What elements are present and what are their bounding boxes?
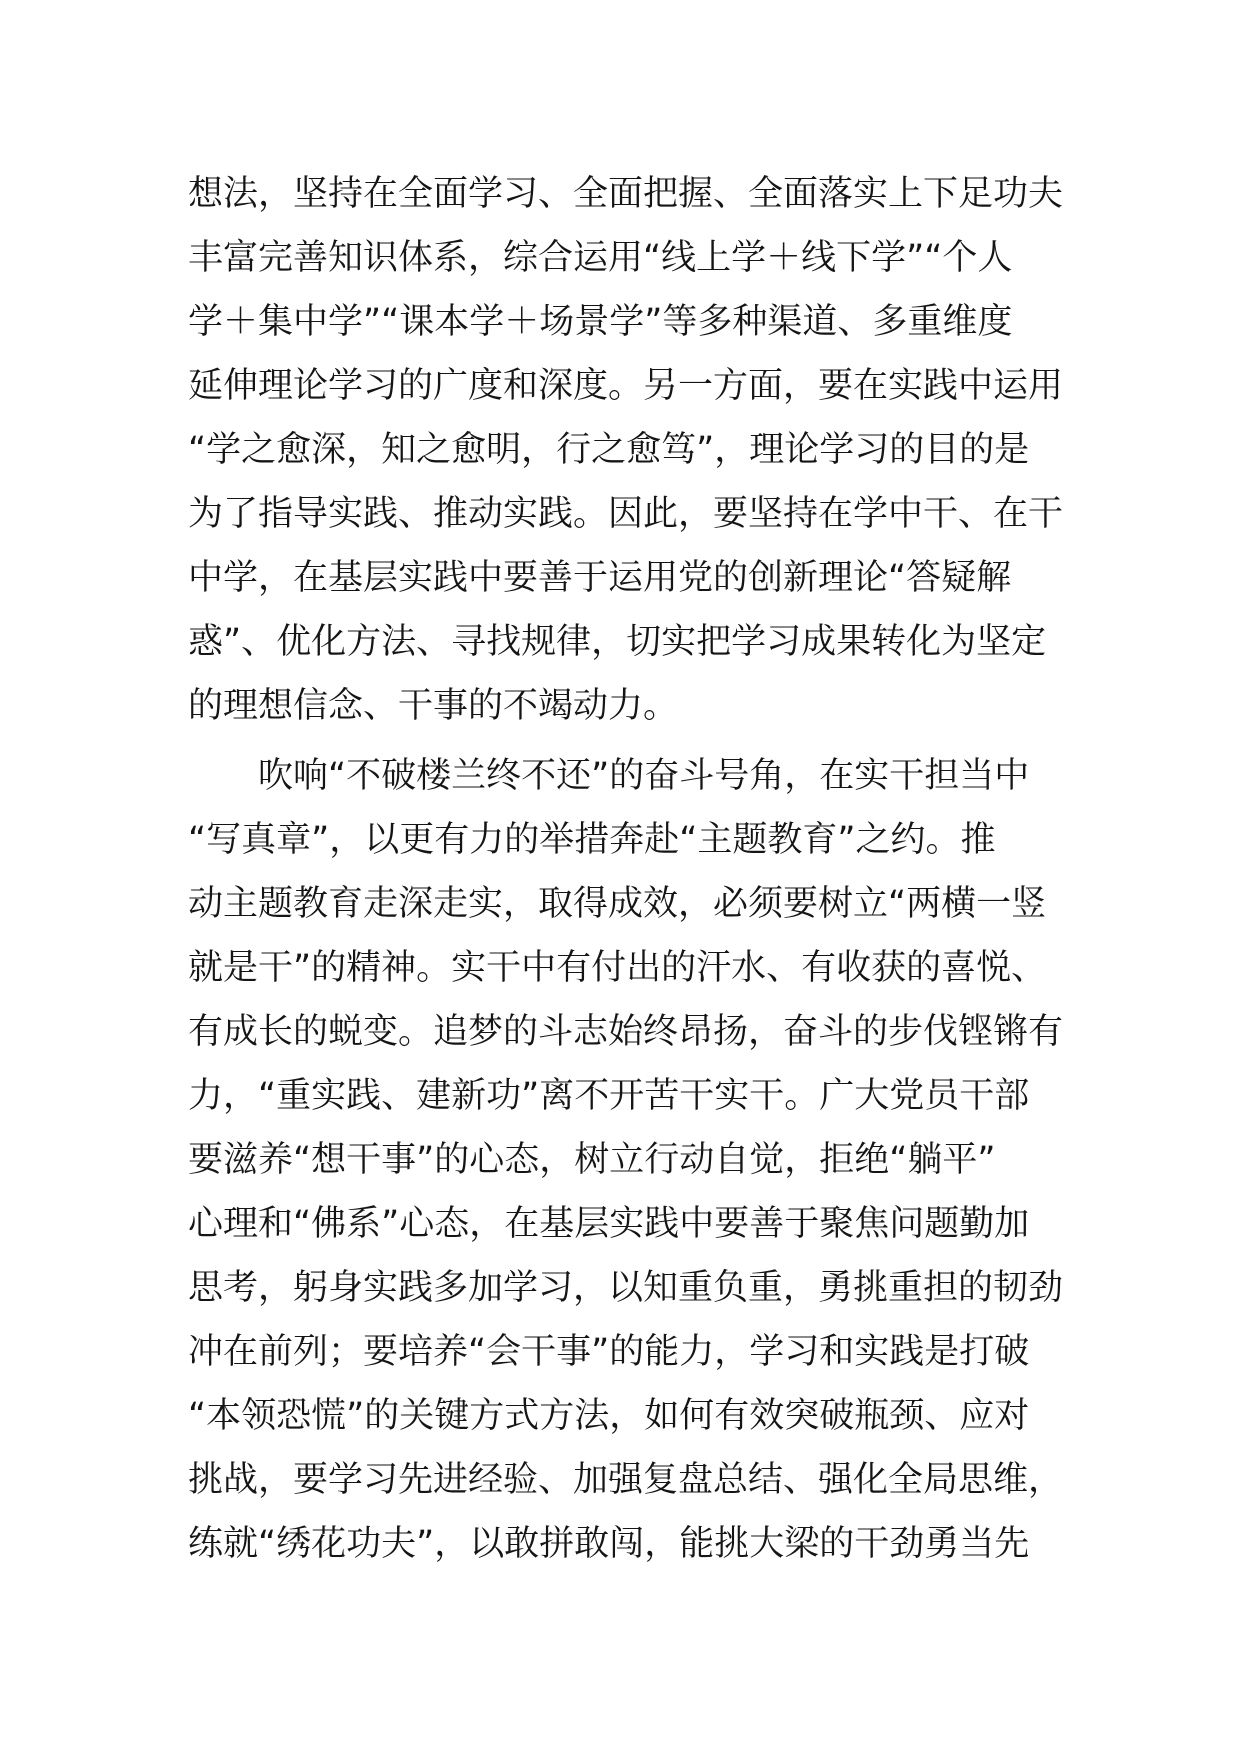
- text-line: 有成长的蜕变。追梦的斗志始终昂扬，奋斗的步伐铿锵有: [188, 1012, 1064, 1052]
- paragraph-2: [188, 744, 1064, 1576]
- text-line: “本领恐慌”的关键方式方法，如何有效突破瓶颈、应对: [188, 1396, 1030, 1436]
- text-line: 要滋养“想干事”的心态，树立行动自觉，拒绝“躺平”: [188, 1140, 996, 1180]
- text-line: 思考，躬身实践多加学习，以知重负重，勇挑重担的韧劲: [188, 1268, 1064, 1308]
- text-line: 惑”、优化方法、寻找规律，切实把学习成果转化为坚定: [188, 622, 1047, 662]
- text-line: 吹响“不破楼兰终不还”的奋斗号角，在实干担当中: [258, 756, 1030, 796]
- text-line: 挑战，要学习先进经验、加强复盘总结、强化全局思维，: [188, 1460, 1064, 1500]
- paragraph-1: [188, 162, 1064, 738]
- text-line: 动主题教育走深走实，取得成效，必须要树立“两横一竖: [188, 884, 1047, 924]
- text-line: 心理和“佛系”心态，在基层实践中要善于聚焦问题勤加: [188, 1204, 1030, 1244]
- text-line: 就是干”的精神。实干中有付出的汗水、有收获的喜悦、: [188, 948, 1047, 988]
- text-line: 想法，坚持在全面学习、全面把握、全面落实上下足功夫: [188, 174, 1064, 214]
- text-line: 练就“绣花功夫”，以敢拼敢闯，能挑大梁的干劲勇当先: [188, 1524, 1030, 1564]
- text-line: 中学，在基层实践中要善于运用党的创新理论“答疑解: [188, 558, 1012, 598]
- text-line: “写真章”，以更有力的举措奔赴“主题教育”之约。推: [188, 820, 996, 860]
- text-line: 学＋集中学”“课本学＋场景学”等多种渠道、多重维度: [188, 302, 1013, 342]
- text-line: 延伸理论学习的广度和深度。另一方面，要在实践中运用: [188, 366, 1064, 406]
- text-line: 的理想信念、干事的不竭动力。: [188, 686, 679, 726]
- text-line: 力，“重实践、建新功”离不开苦干实干。广大党员干部: [188, 1076, 1030, 1116]
- text-line: 冲在前列；要培养“会干事”的能力，学习和实践是打破: [188, 1332, 1030, 1372]
- text-line: 丰富完善知识体系，综合运用“线上学＋线下学”“个人: [188, 238, 1013, 278]
- text-line: “学之愈深，知之愈明，行之愈笃”，理论学习的目的是: [188, 430, 1030, 470]
- body-text: [188, 162, 1064, 1576]
- text-line: 为了指导实践、推动实践。因此，要坚持在学中干、在干: [188, 494, 1064, 534]
